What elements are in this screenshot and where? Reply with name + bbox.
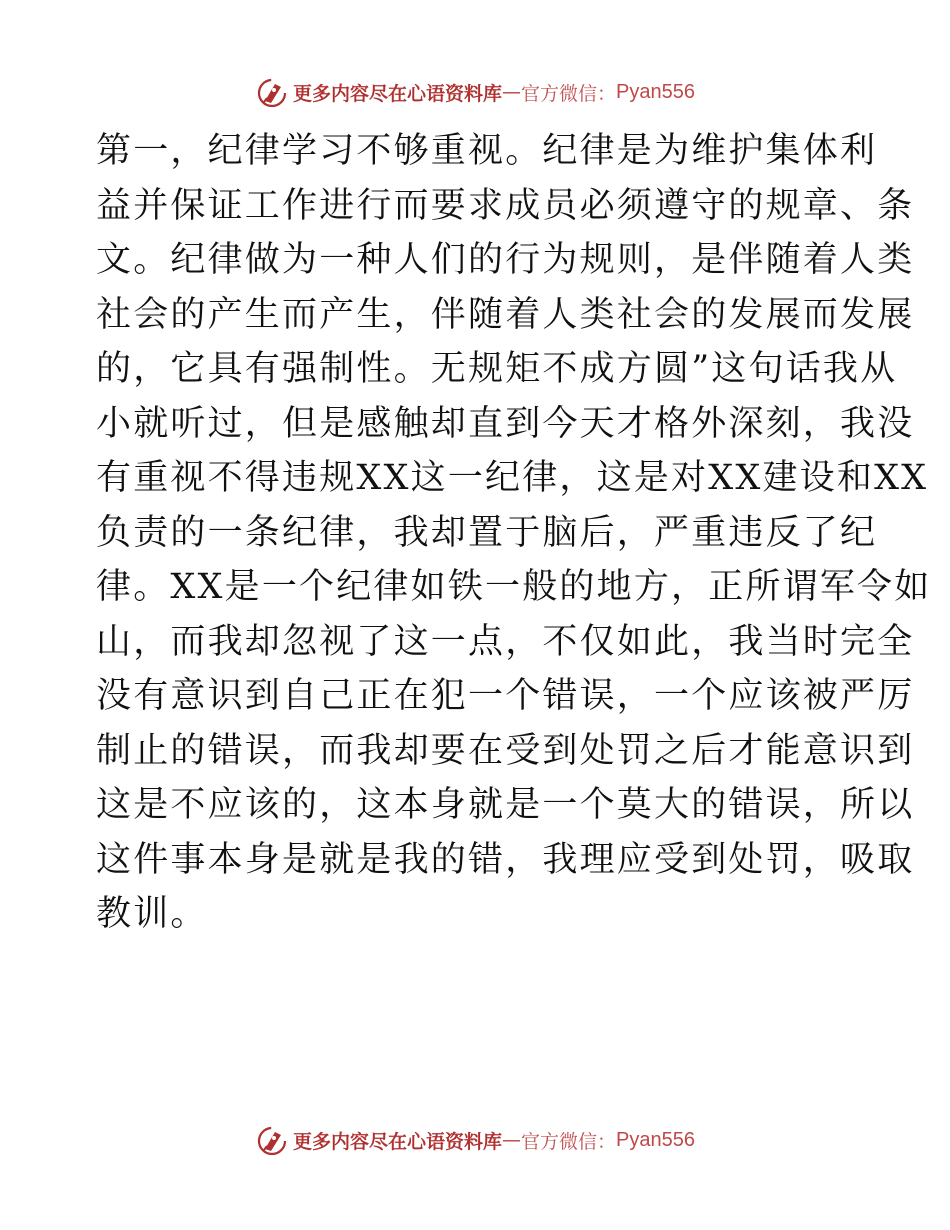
pen-nib-logo-icon (255, 1123, 289, 1157)
body-line: 小就听过，但是感触却直到今天才格外深刻，我没 (96, 403, 915, 444)
body-line: 文。纪律做为一种人们的行为规则，是伴随着人类 (96, 240, 915, 280)
body-line: 第一，纪律学习不够重视。纪律是为维护集体利 (96, 131, 878, 171)
body-line: 教训。 (96, 894, 208, 934)
banner-wechat-label: 官方微信： (521, 82, 617, 105)
body-line: 这是不应该的，这本身就是一个莫大的错误，所以 (96, 785, 915, 825)
banner-dash: — (502, 1129, 522, 1151)
body-line: 制止的错误，而我却要在受到处罚之后才能意识到 (96, 730, 915, 771)
body-line: 益并保证工作进行而要求成员必须遵守的规章、条 (96, 185, 915, 226)
header-banner (0, 72, 950, 112)
body-line: 律。XX是一个纪律如铁一般的地方，正所谓军令如 (96, 567, 932, 607)
body-line: 没有意识到自己正在犯一个错误，一个应该被严厉 (96, 676, 915, 716)
body-line: 的，它具有强制性。无规矩不成方圆”这句话我从 (96, 349, 898, 389)
body-line: 社会的产生而产生，伴随着人类社会的发展而发展 (96, 294, 915, 335)
banner-wechat-id: Pyan556 (616, 1128, 695, 1151)
body-line: 山，而我却忽视了这一点，不仅如此，我当时完全 (96, 621, 915, 662)
pen-nib-logo-icon (255, 75, 289, 109)
document-body (96, 124, 932, 942)
body-line: 负责的一条纪律，我却置于脑后，严重违反了纪 (96, 512, 878, 553)
banner-title: 更多内容尽在心语资料库 (293, 1130, 503, 1153)
banner-wechat-id: Pyan556 (616, 80, 695, 103)
body-line: 这件事本身是就是我的错，我理应受到处罚，吸取 (96, 839, 915, 880)
banner-title: 更多内容尽在心语资料库 (293, 82, 503, 105)
footer-banner (0, 1120, 950, 1160)
banner-wechat-label: 官方微信： (521, 1130, 617, 1153)
banner-dash: — (502, 81, 522, 103)
body-line: 有重视不得违规XX这一纪律，这是对XX建设和XX (96, 458, 929, 498)
